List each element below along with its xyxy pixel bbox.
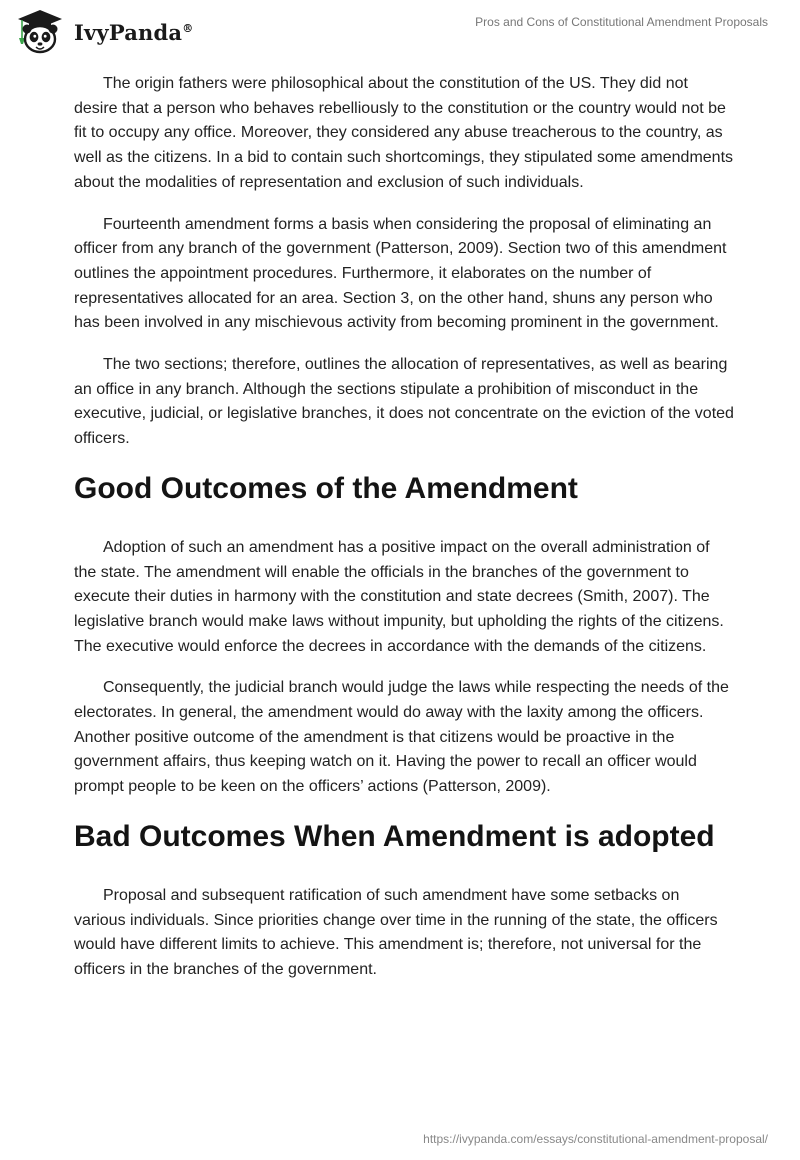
heading-good-outcomes: Good Outcomes of the Amendment bbox=[74, 471, 578, 505]
brand-name bbox=[74, 20, 193, 45]
paragraph-intro-1: The origin fathers were philosophical about the constitution of the US. They did not desire that a person who behaves rebelliously to the constitution or the country would not be fit to occupy any office. Moreover, they considered any abuse treacherous to the country, as well as the citizens. In a bid to contain such shortcomings, they stipulated some amendments about the modalities of representation and exclusion of such individuals. bbox=[74, 75, 734, 191]
paragraph-good-1: Adoption of such an amendment has a positive impact on the overall administration of the state. The amendment will enable the officials in the branches of the government to execute their duties in harmony with the constitution and state decrees (Smith, 2007). The legislative branch would make laws without impunity, but upholding the rights of the citizens. The executive would enforce the decrees in accordance with the demands of the citizens. bbox=[74, 538, 724, 655]
panda-graduation-cap-icon bbox=[14, 8, 66, 56]
paragraph-good-2: Consequently, the judicial branch would judge the laws while respecting the needs of the electorates. In general, the amendment would do away with the laxity among the officers. Another positive outcome of the amendment is that citizens would be proactive in the government affairs, thus keeping watch on it. Having the power to recall an officer would prompt people to be keen on the officers’ actions (Patterson, 2009). bbox=[74, 679, 729, 796]
document-title: Pros and Cons of Constitutional Amendment Proposals bbox=[475, 15, 768, 29]
brand-name-text: IvyPanda bbox=[74, 19, 183, 45]
page-header bbox=[0, 0, 800, 60]
ivypanda-logo[interactable] bbox=[14, 8, 193, 56]
paragraph-bad-1: Proposal and subsequent ratification of such amendment have some setbacks on various individuals. Since priorities change over time in the running of the state, the officers would have different limits to achieve. This amendment is; therefore, not universal for the officers in the branches of the government. bbox=[74, 886, 718, 978]
paragraph-intro-3: The two sections; therefore, outlines the allocation of representatives, as well as bearing an office in any branch. Although the sections stipulate a prohibition of misconduct in the executive, judicial, or legislative branches, it does not concentrate on the eviction of the voted officers. bbox=[74, 356, 734, 448]
registered-mark: ® bbox=[182, 21, 194, 35]
paragraph-intro-2: Fourteenth amendment forms a basis when considering the proposal of eliminating an officer from any branch of the government (Patterson, 2009). Section two of this amendment outlines the appointment procedures. Furthermore, it elaborates on the number of representatives allocated for an area. Section 3, on the other hand, shuns any person who has been involved in any mischievous activity from becoming prominent in the government. bbox=[74, 215, 727, 332]
source-url[interactable]: https://ivypanda.com/essays/constitutional-amendment-proposal/ bbox=[423, 1132, 768, 1146]
heading-bad-outcomes: Bad Outcomes When Amendment is adopted bbox=[74, 819, 715, 853]
essay-content bbox=[74, 72, 734, 1000]
